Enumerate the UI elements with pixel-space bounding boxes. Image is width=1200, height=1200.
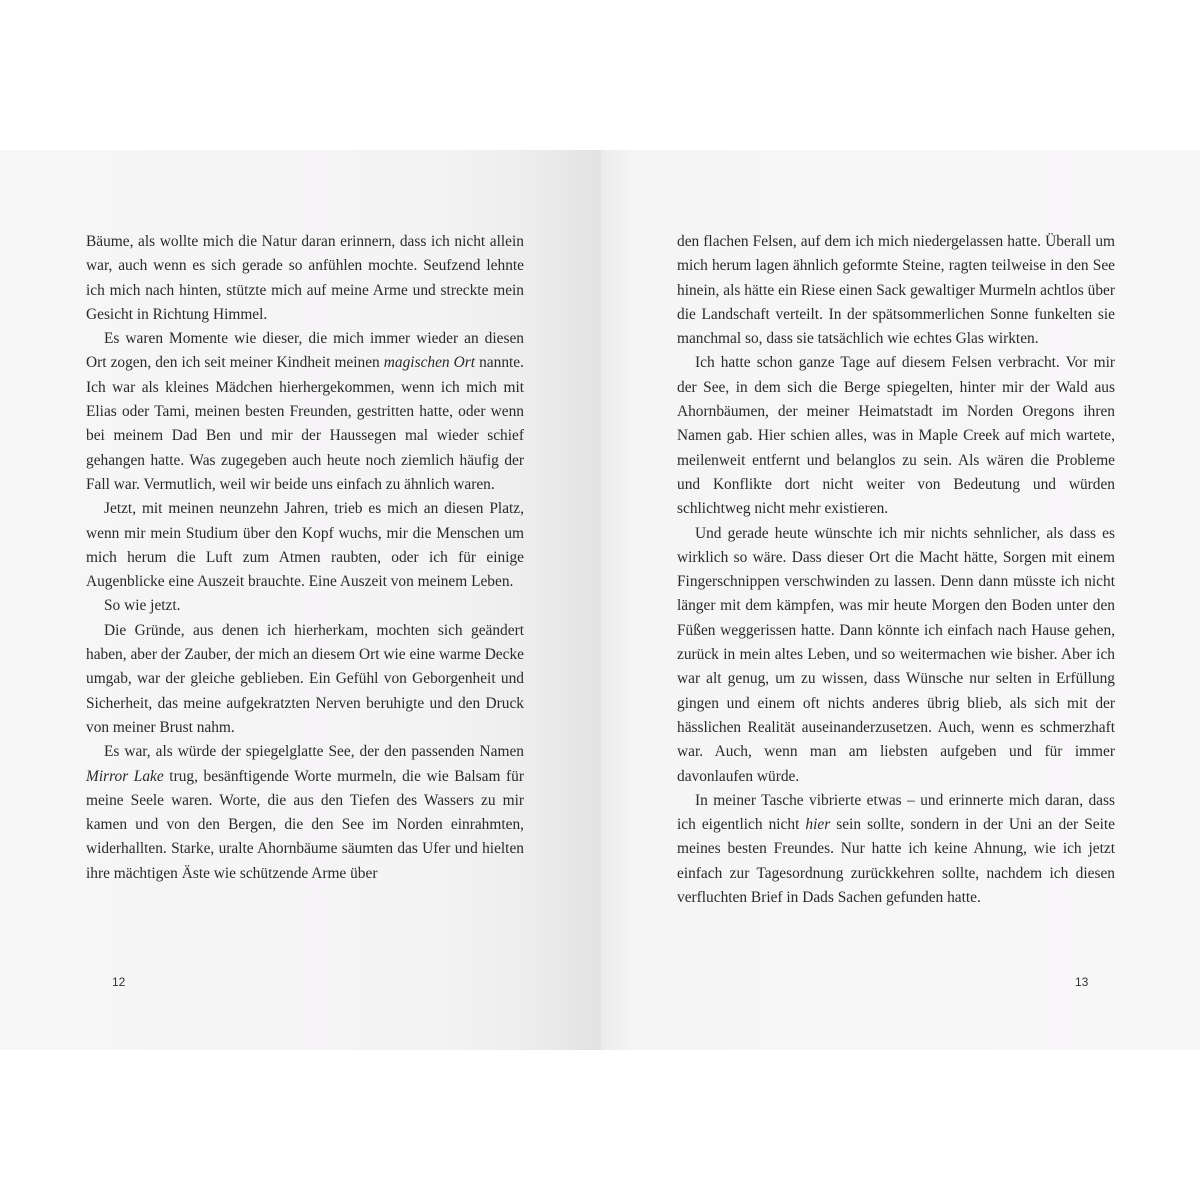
text-run: Die Gründe, aus denen ich hierherkam, mochten sich geändert haben, aber der Zauber, der mich an diesem Ort wie eine warme Decke umgab, war der gleiche geblieben. Ein Gefühl von Geborgenheit und Sicherheit, das meine aufgekratzten Nerven beruhigte und den Druck von meiner Brust nahm.: [86, 621, 524, 736]
italic-run: Mirror Lake: [86, 767, 164, 785]
italic-run: hier: [805, 816, 831, 834]
text-run: Und gerade heute wünschte ich mir nichts sehnlicher, als dass es wirklich so wäre. Dass dieser Ort die Macht hätte, Sorgen mit einem Fingerschnippen verschwinden zu lassen. Denn dann müsste ich nicht länger mit dem kämpfen, was mir heute Morgen den Boden unter den Füßen weggerissen hatte. Dann könnte ich einfach nach Hause gehen, zurück in mein altes Leben, und so weitermachen wie bisher. Aber ich war alt genug, um zu wissen, dass Wünsche nur selten in Erfüllung gingen und einem oft nichts anderes übrig blieb, als sich mit der hässlichen Realität auseinanderzusetzen. Auch, wenn es schmerzhaft war. Auch, wenn man am liebsten aufgeben und für immer davonlaufen würde.: [677, 524, 1115, 785]
paragraph: [86, 619, 524, 740]
text-run: Es waren Momente wie dieser, die mich immer wieder an diesen Ort zogen, den ich seit meiner Kindheit meinen: [86, 330, 524, 372]
paragraph: [677, 351, 1115, 521]
right-page: [601, 150, 1200, 1050]
italic-run: magischen Ort: [383, 354, 476, 372]
paragraph: [86, 230, 524, 327]
text-run: In meiner Tasche vibrierte etwas – und erinnerte mich daran, dass ich eigentlich nicht: [677, 791, 1115, 834]
left-page: [0, 150, 601, 1050]
text-run: nannte. Ich war als kleines Mädchen hierhergekommen, wenn ich mich mit Elias oder Tami, meinen besten Freunden, gestritten hatte, oder wenn bei meinem Dad Ben und mir der Haussegen mal wieder schief gehangen hatte. Was zugegeben auch heute noch ziemlich häufig der Fall war. Vermutlich, weil wir beide uns einfach zu ähnlich waren.: [86, 354, 524, 493]
text-run: Jetzt, mit meinen neunzehn Jahren, trieb es mich an diesen Platz, wenn mir mein Studium über den Kopf wuchs, mir die Menschen um mich herum die Luft zum Atmen raubten, oder ich für einige Augenblicke eine Auszeit brauchte. Eine Auszeit von meinem Leben.: [86, 500, 524, 591]
left-page-number: 12: [112, 975, 126, 989]
text-run: trug, besänftigende Worte murmeln, die wie Balsam für meine Seele waren. Worte, die aus den Tiefen des Wassers zu mir kamen und von den Bergen, die den See im Norden einrahmten, widerhallten. Starke, uralte Ahornbäume säumten das Ufer und hielten ihre mächtigen Äste wie schützende Arme über: [86, 767, 524, 882]
paragraph: [677, 522, 1115, 789]
paragraph: [86, 594, 524, 618]
paragraph: [677, 789, 1115, 910]
right-page-text: [677, 230, 1115, 910]
left-page-text: [86, 230, 524, 886]
text-run: sein sollte, sondern in der Uni an der Seite meines besten Freundes. Nur hatte ich keine Ahnung, wie ich jetzt einfach zur Tagesordnung zurückkehren sollte, nachdem ich diesen verfluchten Brief in Dads Sachen gefunden hatte.: [677, 816, 1115, 907]
text-run: Ich hatte schon ganze Tage auf diesem Felsen verbracht. Vor mir der See, in dem sich die Berge spiegelten, hinter mir der Wald aus Ahornbäumen, der meiner Heimatstadt im Norden Oregons ihren Namen gab. Hier schien alles, was in Maple Creek auf mich wartete, meilenweit entfernt und belanglos zu sein. Als wären die Probleme und Konflikte dort nicht weiter von Bedeutung und würden schlichtweg nicht mehr existieren.: [677, 354, 1115, 518]
paragraph: [677, 230, 1115, 351]
paragraph: [86, 327, 524, 497]
text-run: Bäume, als wollte mich die Natur daran erinnern, dass ich nicht allein war, auch wenn es sich gerade so anfühlen mochte. Seufzend lehnte ich mich nach hinten, stützte mich auf meine Arme und streckte mein Gesicht in Richtung Himmel.: [86, 233, 524, 323]
text-run: So wie jetzt.: [104, 597, 181, 615]
right-page-number: 13: [1075, 975, 1089, 989]
paragraph: [86, 497, 524, 594]
book-spread: [0, 150, 1200, 1050]
paragraph: [86, 740, 524, 886]
text-run: den flachen Felsen, auf dem ich mich niedergelassen hatte. Überall um mich herum lagen ähnlich geformte Steine, ragten teilweise in den See hinein, als hätte ein Riese einen Sack gewaltiger Murmeln achtlos über die Landschaft verteilt. In der spätsommerlichen Sonne funkelten sie manchmal so, dass sie tatsächlich wie echtes Glas wirkten.: [677, 233, 1115, 348]
text-run: Es war, als würde der spiegelglatte See, der den passenden Namen: [104, 743, 524, 761]
